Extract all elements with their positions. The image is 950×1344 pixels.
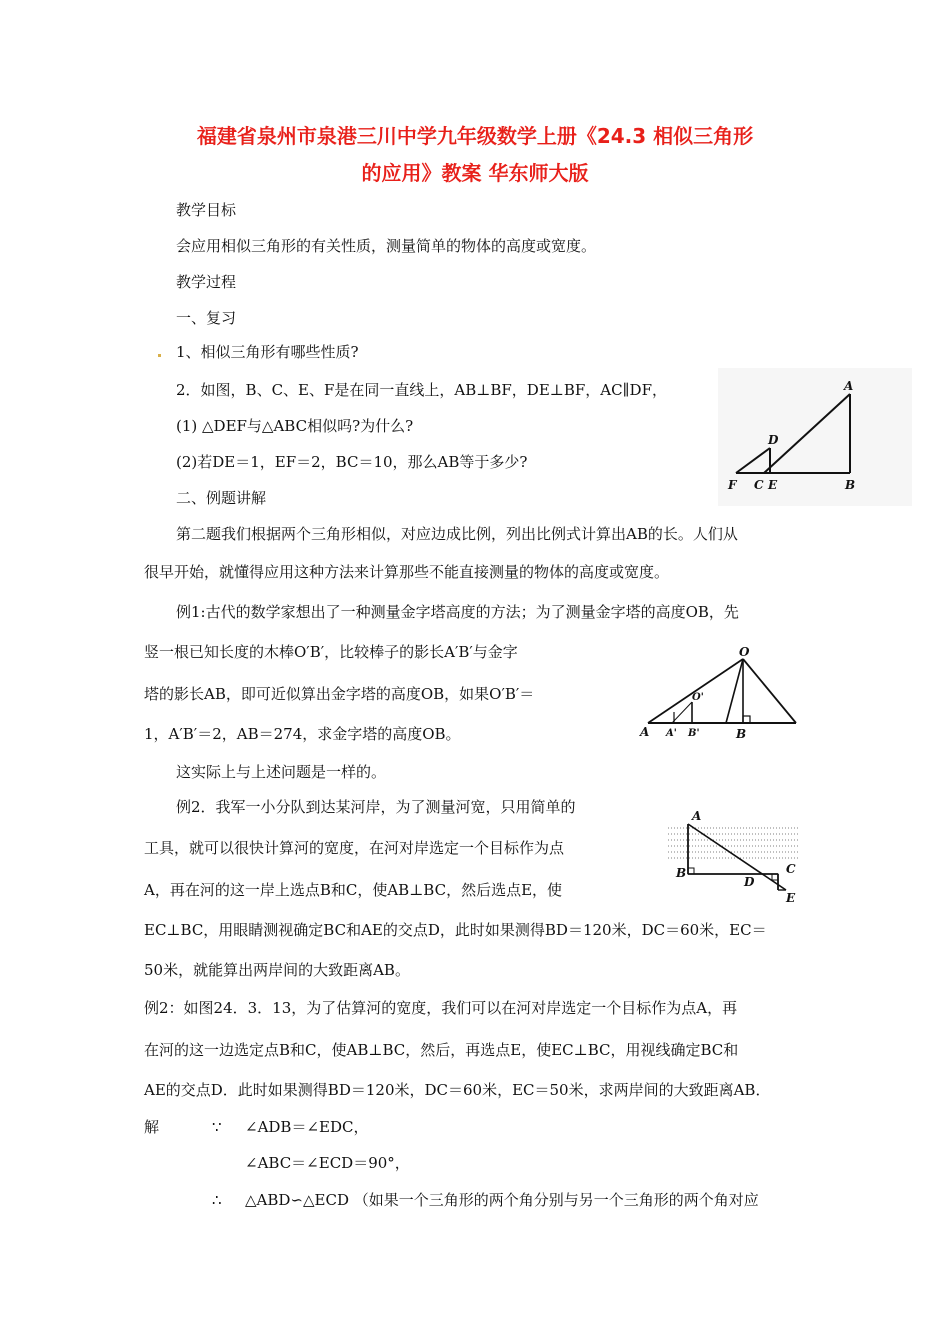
fig1-label-e: E bbox=[768, 478, 778, 492]
review-question-1: 1、相似三角形有哪些性质? bbox=[176, 343, 359, 361]
review-question-2-part-1: (1) △DEF与△ABC相似吗?为什么? bbox=[176, 417, 414, 435]
goal-heading: 教学目标 bbox=[176, 201, 237, 219]
examples-heading: 二、例题讲解 bbox=[176, 489, 267, 507]
example-1-line-2: 竖一根已知长度的木棒O′B′，比较棒子的影长A′B′与金字 bbox=[144, 643, 518, 661]
example-1-line-3: 塔的影长AB，即可近似算出金字塔的高度OB，如果O′B′＝ bbox=[144, 685, 535, 703]
fig2-label-o: O bbox=[739, 646, 750, 659]
fig1-label-b: B bbox=[845, 478, 856, 492]
example-2-line-4: EC⊥BC，用眼睛测视确定BC和AE的交点D，此时如果测得BD＝120米，DC＝60米，EC＝ bbox=[144, 921, 767, 939]
fig1-label-c: C bbox=[754, 478, 764, 492]
fig3-label-e: E bbox=[786, 891, 796, 905]
example-2b-line-3: AE的交点D．此时如果测得BD＝120米，DC＝60米，EC＝50米，求两岸间的大致距离AB． bbox=[144, 1081, 771, 1099]
example-2-line-3: A，再在河的这一岸上选点B和C，使AB⊥BC，然后选点E，使 bbox=[144, 881, 563, 899]
fig1-label-d: D bbox=[768, 433, 779, 447]
solution-step-1: ∠ADB＝∠EDC， bbox=[245, 1118, 369, 1136]
goal-text: 会应用相似三角形的有关性质，测量简单的物体的高度或宽度。 bbox=[176, 237, 597, 255]
review-heading: 一、复习 bbox=[176, 309, 237, 327]
example-1-line-4: 1，A′B′＝2，AB＝274，求金字塔的高度OB。 bbox=[144, 725, 461, 743]
fig1-label-a: A bbox=[844, 379, 854, 393]
example-1-line-1: 例1:古代的数学家想出了一种测量金字塔高度的方法；为了测量金字塔的高度OB，先 bbox=[176, 603, 739, 621]
fig2-label-b-prime: B' bbox=[688, 728, 700, 739]
doc-title-line-2: 的应用》教案 华东师大版 bbox=[361, 161, 589, 185]
therefore-symbol: ∴ bbox=[212, 1191, 222, 1209]
paragraph-1-line-2: 很早开始，就懂得应用这种方法来计算那些不能直接测量的物体的高度或宽度。 bbox=[144, 563, 670, 581]
doc-title-line-1: 福建省泉州市泉港三川中学九年级数学上册《24.3 相似三角形 bbox=[196, 124, 754, 148]
figure-pyramid bbox=[636, 646, 806, 740]
fig3-label-d: D bbox=[744, 875, 755, 889]
fig3-label-c: C bbox=[786, 862, 796, 876]
solution-step-2: ∠ABC＝∠ECD＝90°， bbox=[245, 1154, 410, 1172]
example-2-line-1: 例2．我军一小分队到达某河岸，为了测量河宽，只用简单的 bbox=[176, 798, 576, 816]
figure-river bbox=[668, 808, 808, 906]
paragraph-1-line-1: 第二题我们根据两个三角形相似，对应边成比例，列出比例式计算出AB的长。人们从 bbox=[176, 525, 738, 543]
fig2-label-a-prime: A' bbox=[666, 728, 677, 739]
example-2-line-5: 50米，就能算出两岸间的大致距离AB。 bbox=[144, 961, 410, 979]
fig2-label-o-prime: O' bbox=[692, 692, 704, 703]
review-question-2-part-2: (2)若DE＝1，EF＝2，BC＝10，那么AB等于多少? bbox=[176, 453, 528, 471]
fig3-label-b: B bbox=[676, 866, 687, 880]
solution-label: 解 bbox=[144, 1118, 160, 1136]
example-2-line-2: 工具，就可以很快计算河的宽度，在河对岸选定一个目标作为点 bbox=[144, 839, 565, 857]
example-2b-line-1: 例2：如图24．3．13，为了估算河的宽度，我们可以在河对岸选定一个目标作为点A，再 bbox=[144, 999, 738, 1017]
example-1-note: 这实际上与上述问题是一样的。 bbox=[176, 763, 387, 781]
review-question-2: 2．如图，B、C、E、F是在同一直线上，AB⊥BF，DE⊥BF，AC∥DF， bbox=[176, 381, 667, 399]
figure-similar-triangles bbox=[718, 368, 912, 506]
example-2b-line-2: 在河的这一边选定点B和C，使AB⊥BC，然后，再选点E，使EC⊥BC，用视线确定BC和 bbox=[144, 1041, 739, 1059]
because-symbol: ∵ bbox=[212, 1118, 222, 1136]
process-heading: 教学过程 bbox=[176, 273, 237, 291]
fig3-label-a: A bbox=[692, 809, 702, 823]
solution-step-3: △ABD∽△ECD （如果一个三角形的两个角分别与另一个三角形的两个角对应 bbox=[245, 1191, 759, 1209]
fig2-label-a: A bbox=[640, 725, 650, 739]
margin-mark bbox=[158, 354, 161, 357]
fig2-label-b: B bbox=[736, 727, 747, 740]
fig1-label-f: F bbox=[728, 478, 737, 492]
